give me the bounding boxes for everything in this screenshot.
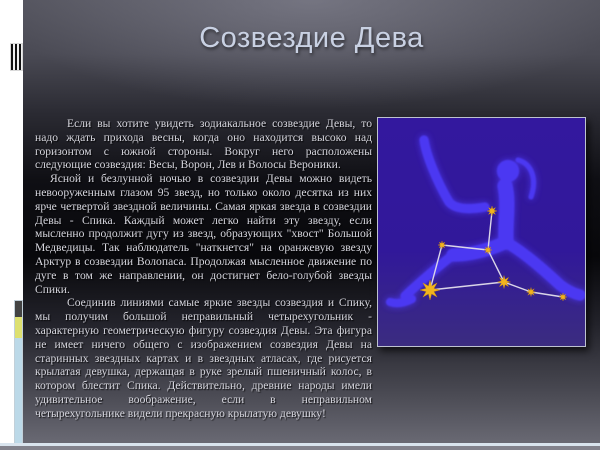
constellation-star — [420, 280, 440, 300]
constellation-image — [377, 117, 586, 347]
constellation-line — [504, 282, 531, 292]
constellation-star — [438, 241, 446, 249]
barcode-icon — [11, 44, 22, 70]
constellation-line — [430, 282, 504, 290]
constellation-star — [527, 288, 536, 297]
scrollbar[interactable] — [15, 301, 22, 443]
paragraph-3: Соединив линиями самые яркие звезды созвездия и Спику, мы получим большой неправильный четырехугольник - характерную геометрическую фигуру созвездия Девы. Эта фигура не имеет ничего общего с изображением созвездия Девы на старинных звездных картах и в звездных атласах, где рисуется крылатая девушка, держащая в руке зрелый пшеничный колос, в котором блестит Спика. Действительно, древние народы имели удивительное воображение, если в неправильном четырехугольнике видели прекрасную крылатую девушку! — [35, 296, 372, 420]
scrollbar-segment-yellow — [15, 317, 22, 338]
bottom-edge — [0, 446, 600, 450]
page-title: Созвездие Дева — [199, 22, 424, 54]
constellation-star — [487, 206, 497, 216]
constellation-star — [559, 293, 567, 301]
scrollbar-segment-blue — [15, 338, 22, 443]
slide — [23, 0, 600, 450]
body-text — [35, 117, 372, 421]
paragraph-1: Если вы хотите увидеть зодиакальное созвездие Девы, то надо ждать прихода весны, когда оно находится высоко над горизонтом с южной стороны. Вокруг него расположены следующие созвездия: Весы, Ворон, Лев и Волосы Вероники. — [35, 117, 372, 172]
scrollbar-segment-dark — [15, 301, 22, 317]
paragraph-2: Ясной и безлунной ночью в созвездии Девы можно видеть невооруженным глазом 95 звезд, но только около десятка из них ярче четвертой звездной величины. Самая яркая звезда в созвездии Девы - Спика. Каждый может легко найти эту звезду, если мысленно продолжит дугу из звезд, образующих "хвост" Большой Медведицы. Так наблюдатель "наткнется" на оранжевую звезду Арктур в созвездии Волопаса. Продолжая мысленное движение по дуге в том же направлении, он достигнет бело-голубой звезды Спики. — [35, 172, 372, 296]
constellation-line — [531, 292, 563, 297]
left-rail — [0, 0, 23, 450]
constellation-star — [484, 246, 492, 254]
constellation-line — [488, 250, 504, 282]
constellation-star — [498, 276, 511, 289]
virgo-figure — [390, 140, 580, 303]
